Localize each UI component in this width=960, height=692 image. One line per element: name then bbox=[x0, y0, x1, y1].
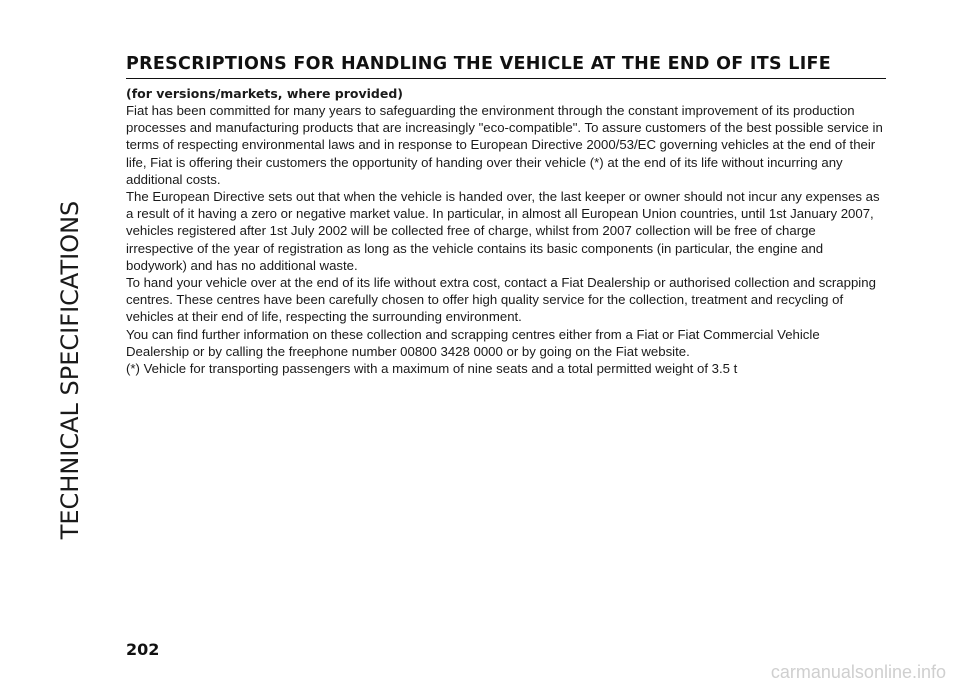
page-number: 202 bbox=[126, 640, 160, 659]
footnote: (*) Vehicle for transporting passengers with a maximum of nine seats and a total permitted weight of 3.5 t bbox=[126, 361, 738, 377]
paragraph-3: To hand your vehicle over at the end of its life without extra cost, contact a Fiat Dealership or authorised collection and scrapping centres. These centres have been carefully chosen to offer high quality service for the collection, treatment and recycling of vehicles at their end of life, respecting the surrounding environment. bbox=[126, 275, 876, 325]
paragraph-4: You can find further information on these collection and scrapping centres either from a Fiat or Fiat Commercial Vehicle Dealership or by calling the freephone number 00800 3428 0000 or by going on the Fiat website. bbox=[126, 326, 820, 359]
paragraph-1: Fiat has been committed for many years to safeguarding the environment through the constant improvement of its production processes and manufacturing products that are increasingly "eco-compatible". To assure customers of the best possible service in terms of respecting environmental laws and in response to European Directive 2000/53/EC governing vehicles at the end of their life, Fiat is offering their customers the opportunity of handing over their vehicle (*) at the end of its life without incurring any additional costs. bbox=[126, 103, 883, 187]
main-content bbox=[126, 54, 886, 377]
section-subtitle: (for versions/markets, where provided) bbox=[126, 86, 403, 101]
title-divider bbox=[126, 78, 886, 79]
page-title: PRESCRIPTIONS FOR HANDLING THE VEHICLE AT THE END OF ITS LIFE bbox=[126, 54, 832, 74]
paragraph-2: The European Directive sets out that when the vehicle is handed over, the last keeper or owner should not incur any expenses as a result of it having a zero or negative market value. In particular, in almost all European Union countries, until 1st January 2007, vehicles registered after 1st July 2002 will be collected free of charge, whilst from 2007 collection will be free of charge irrespective of the year of registration as long as the vehicle contains its basic components (in particular, the engine and bodywork) and has no additional waste. bbox=[126, 189, 880, 273]
sidebar-section-title: TECHNICAL SPECIFICATIONS bbox=[56, 200, 84, 540]
watermark: carmanualsonline.info bbox=[770, 662, 946, 682]
